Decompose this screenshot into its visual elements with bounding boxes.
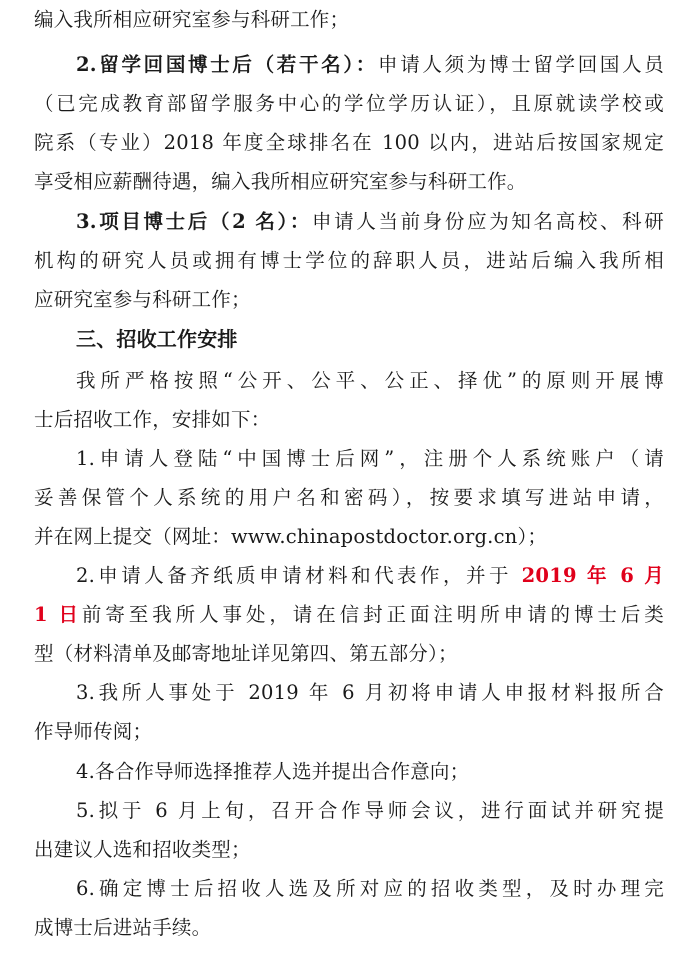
step-4: 4.各合作导师选择推荐人选并提出合作意向； [76,760,470,783]
item-text: 申请人须为博士留学回国人员 [378,53,664,76]
text-line: 机构的研究人员或拥有博士学位的辞职人员，进站后编入我所相 [34,249,664,272]
step-1: 1.申请人登陆“中国博士后网”，注册个人系统账户（请 [76,447,664,470]
step-6: 6.确定博士后招收人选及所对应的招收类型，及时办理完 [76,877,664,900]
step-text: 前寄至我所人事处，请在信封正面注明所申请的博士后类 [81,603,664,626]
text-line: （已完成教育部留学服务中心的学位学历认证），且原就读学校或 [34,92,664,115]
text-line: 享受相应薪酬待遇，编入我所相应研究室参与科研工作。 [34,170,527,193]
text-line: 型（材料清单及邮寄地址详见第四、第五部分）； [34,642,458,665]
step-text: 2.申请人备齐纸质申请材料和代表作，并于 [76,564,522,587]
item-project-postdoc [76,210,664,234]
step-2 [76,564,664,588]
step-3: 3.我所人事处于 2019 年 6 月初将申请人申报材料报所合 [76,681,664,704]
text-line: 妥善保管个人系统的用户名和密码），按要求填写进站申请， [34,486,664,509]
text-line: 士后招收工作，安排如下： [34,408,271,431]
item-title: 2.留学回国博士后（若干名）： [76,53,378,76]
text-line [34,603,664,627]
text-line: 编入我所相应研究室参与科研工作； [34,8,350,31]
item-overseas-postdoc [76,53,664,77]
item-title: 3.项目博士后（2 名）： [76,210,313,233]
text-line: 作导师传阅； [34,720,153,743]
text-line: 出建议人选和招收类型； [34,838,251,861]
step-5: 5.拟于 6 月上旬，召开合作导师会议，进行面试并研究提 [76,799,664,822]
text-line: 并在网上提交（网址：www.chinapostdoctor.org.cn）； [34,525,548,548]
item-text: 申请人当前身份应为知名高校、科研 [312,210,664,233]
deadline-date: 2019 年 6 月 [521,564,664,587]
section-heading: 三、招收工作安排 [76,327,238,351]
deadline-date: 1 日 [34,603,82,626]
text-line: 院系（专业）2018 年度全球排名在 100 以内，进站后按国家规定 [34,131,664,154]
text-line: 我所严格按照“公开、公平、公正、择优”的原则开展博 [76,369,664,392]
text-line: 应研究室参与科研工作； [34,288,251,311]
text-line: 成博士后进站手续。 [34,916,212,939]
